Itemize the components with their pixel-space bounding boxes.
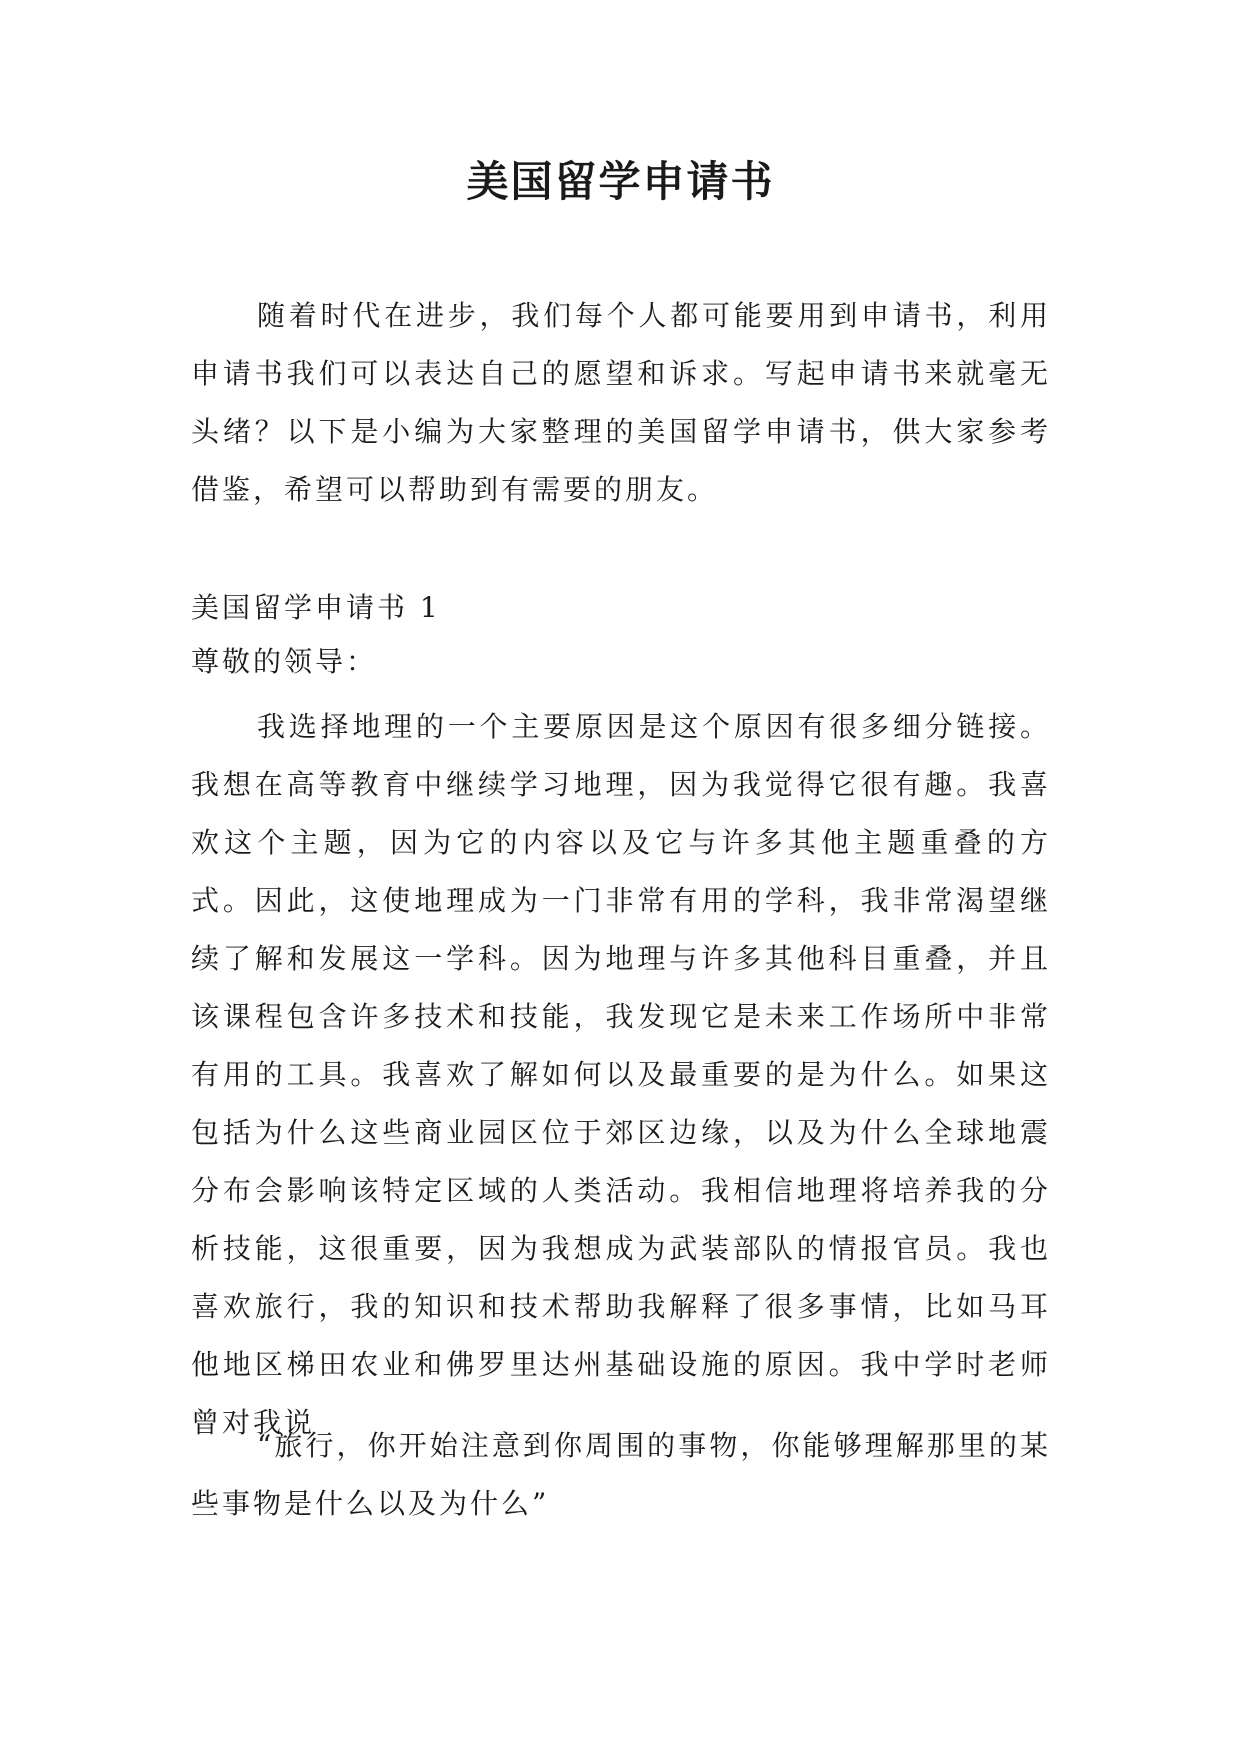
quote-paragraph: “旅行，你开始注意到你周围的事物，你能够理解那里的某些事物是什么以及为什么” [191,1429,1051,1520]
document-title: 美国留学申请书 [466,157,775,206]
salutation: 尊敬的领导： [191,645,378,678]
intro-paragraph: 随着时代在进步，我们每个人都可能要用到申请书，利用申请书我们可以表达自己的愿望和诉求。写起申请书来就毫无头绪？以下是小编为大家整理的美国留学申请书，供大家参考借鉴，希望可以帮助到有需要的朋友。 [191,299,1051,506]
section-heading: 美国留学申请书 1 [191,591,441,624]
body-paragraph: 我选择地理的一个主要原因是这个原因有很多细分链接。我想在高等教育中继续学习地理，因为我觉得它很有趣。我喜欢这个主题，因为它的内容以及它与许多其他主题重叠的方式。因此，这使地理成为一门非常有用的学科，我非常渴望继续了解和发展这一学科。因为地理与许多其他科目重叠，并且该课程包含许多技术和技能，我发现它是未来工作场所中非常有用的工具。我喜欢了解如何以及最重要的是为什么。如果这包括为什么这些商业园区位于郊区边缘，以及为什么全球地震分布会影响该特定区域的人类活动。我相信地理将培养我的分析技能，这很重要，因为我想成为武装部队的情报官员。我也喜欢旅行，我的知识和技术帮助我解释了很多事情，比如马耳他地区梯田农业和佛罗里达州基础设施的原因。我中学时老师曾对我说 [191,710,1051,1439]
